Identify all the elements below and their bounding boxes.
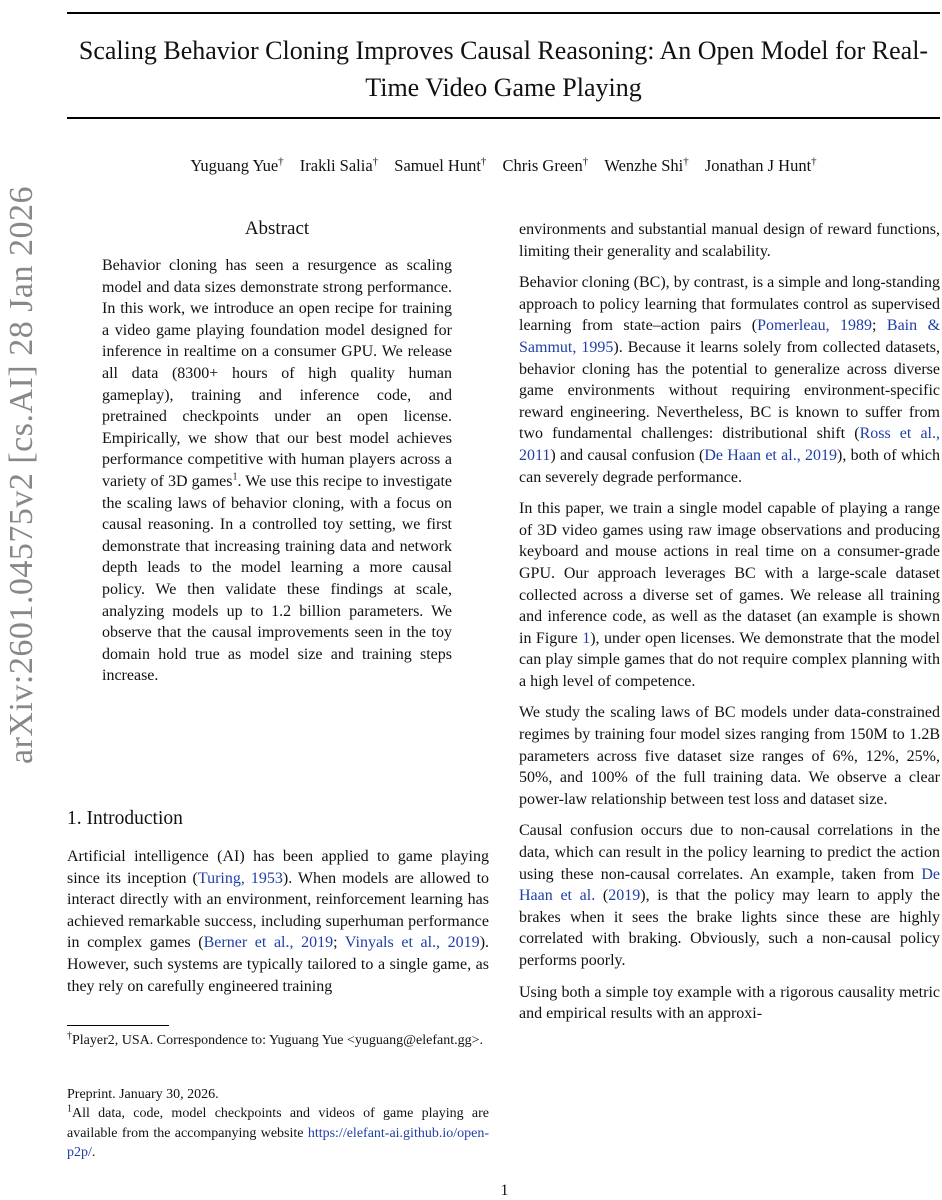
website-link[interactable]: https://elefant-ai.github.io/open-p2p/ [67, 1125, 489, 1160]
paragraph: Using both a simple toy example with a rigorous causality metric and empirical results with an approxi- [519, 983, 940, 1023]
author: Wenzhe Shi† [604, 155, 689, 175]
citation-link[interactable]: Turing, 1953 [197, 869, 283, 887]
author: Yuguang Yue† [190, 155, 284, 175]
paper-title: Scaling Behavior Cloning Improves Causal Reasoning: An Open Model for Real-Time Video Game Playing [78, 36, 929, 102]
paragraph: In this paper, we train a single model capable of playing a range of 3D video games using raw image observations and producing keyboard and mouse actions in real time on a consumer-grade GPU. Our approach leverages BC with a large-scale dataset collected across a diverse set of games. We release all training and inference code, as well as the dataset (an example is shown in Figure 1), under open licenses. We demonstrate that the model can play simple games that do not require complex planning with a high level of competence. [519, 500, 940, 690]
footnote-affiliation: †Player2, USA. Correspondence to: Yuguang Yue <yuguang@elefant.gg>. [67, 1030, 484, 1048]
citation-link[interactable]: 2019 [608, 887, 641, 905]
citation-link[interactable]: Ross et al., 2011 [519, 425, 941, 464]
footnote-website: $^1$All data, code, model checkpoints and videos of game playing are available from the accompanying website https://elefant-ai.github.io/open-p2p/. [67, 1103, 489, 1160]
author: Jonathan J Hunt† [704, 155, 817, 175]
citation-link[interactable]: Pomerleau, 1989 [757, 317, 873, 335]
footnote-rule [67, 1025, 169, 1026]
arxiv-identifier: arXiv:2601.04575v2 [cs.AI] 28 Jan 2026 [3, 185, 40, 764]
section-heading-introduction: 1. Introduction [67, 808, 183, 829]
author: Chris Green† [502, 155, 589, 175]
author: Samuel Hunt† [394, 155, 487, 175]
citation-link[interactable]: De Haan et al., 2019 [704, 446, 837, 464]
abstract-heading: Abstract [244, 218, 310, 239]
citation-link[interactable]: Vinyals et al., 2019 [344, 934, 480, 952]
abstract-text: Behavior cloning has seen a resurgence as scaling model and data sizes demonstrate strong performance. In this work, we introduce an open recipe for training a video game playing foundation model designed for inference in realtime on a consumer GPU. We release all data (8300+ hours of high quality human gameplay), training and inference code, and pretrained checkpoints under an open license. Empirically, we show that our best model achieves performance competitive with human players across a variety of 3D games$^1$. We use this recipe to investigate the scaling laws of behavior cloning, with a focus on causal reasoning. In a controlled toy setting, we first demonstrate that increasing training data and network depth leads to the model learning a more causal policy. We then validate these findings at scale, analyzing models up to 1.2 billion parameters. We observe that the causal improvements seen in the toy domain hold true as model size and training steps increase. [102, 257, 452, 685]
preprint-note: Preprint. January 30, 2026. [67, 1087, 219, 1102]
author: Irakli Salia† [299, 155, 379, 175]
top-rule [67, 12, 940, 14]
title-rule [67, 117, 940, 119]
paragraph: Causal confusion occurs due to non-causal correlations in the data, which can result in the policy learning to predict the action using these non-causal correlates. An example, taken from De Haan et al. (2019), is that the policy may learn to apply the brakes when it sees the brake lights since these are highly correlated with braking. Obviously, such a non-causal policy performs poorly. [519, 822, 941, 969]
page-number: 1 [500, 1182, 509, 1199]
citation-link[interactable]: Berner et al., 2019 [203, 934, 334, 952]
paragraph: We study the scaling laws of BC models under data-constrained regimes by training four model sizes ranging from 150M to 1.2B parameters across five dataset size ranges of 6%, 12%, 25%, 50%, and 100% of the full training data. We observe a clear power-law relationship between test loss and dataset size. [519, 704, 940, 808]
author-list [67, 156, 940, 176]
right-column [519, 219, 940, 1035]
citation-link[interactable]: Bain & Sammut, 1995 [519, 317, 941, 356]
citation-link[interactable]: De Haan et al. [519, 865, 940, 905]
footnote-mark[interactable]: 1 [232, 471, 238, 483]
paragraph: Behavior cloning (BC), by contrast, is a simple and long-standing approach to policy learning that formulates control as supervised learning from state–action pairs (Pomerleau, 1989; Bain & Sammut, 1995). Because it learns solely from collected datasets, behavior cloning has the potential to generalize across diverse game environments without requiring environment-specific reward engineering. Nevertheless, BC is known to suffer from two fundamental challenges: distributional shift (Ross et al., 2011) and causal confusion (De Haan et al., 2019), both of which can severely degrade performance. [519, 274, 941, 486]
intro-paragraph: Artificial intelligence (AI) has been applied to game playing since its inception (Turing, 1953). When models are allowed to interact directly with an environment, reinforcement learning has achieved remarkable success, including superhuman performance in complex games (Berner et al., 2019; Vinyals et al., 2019). However, such systems are typically tailored to a single game, as they rely on carefully engineered training [67, 848, 490, 995]
figure-link[interactable]: 1 [582, 629, 591, 647]
paragraph: environments and substantial manual design of reward functions, limiting their generality and scalability. [519, 221, 940, 260]
